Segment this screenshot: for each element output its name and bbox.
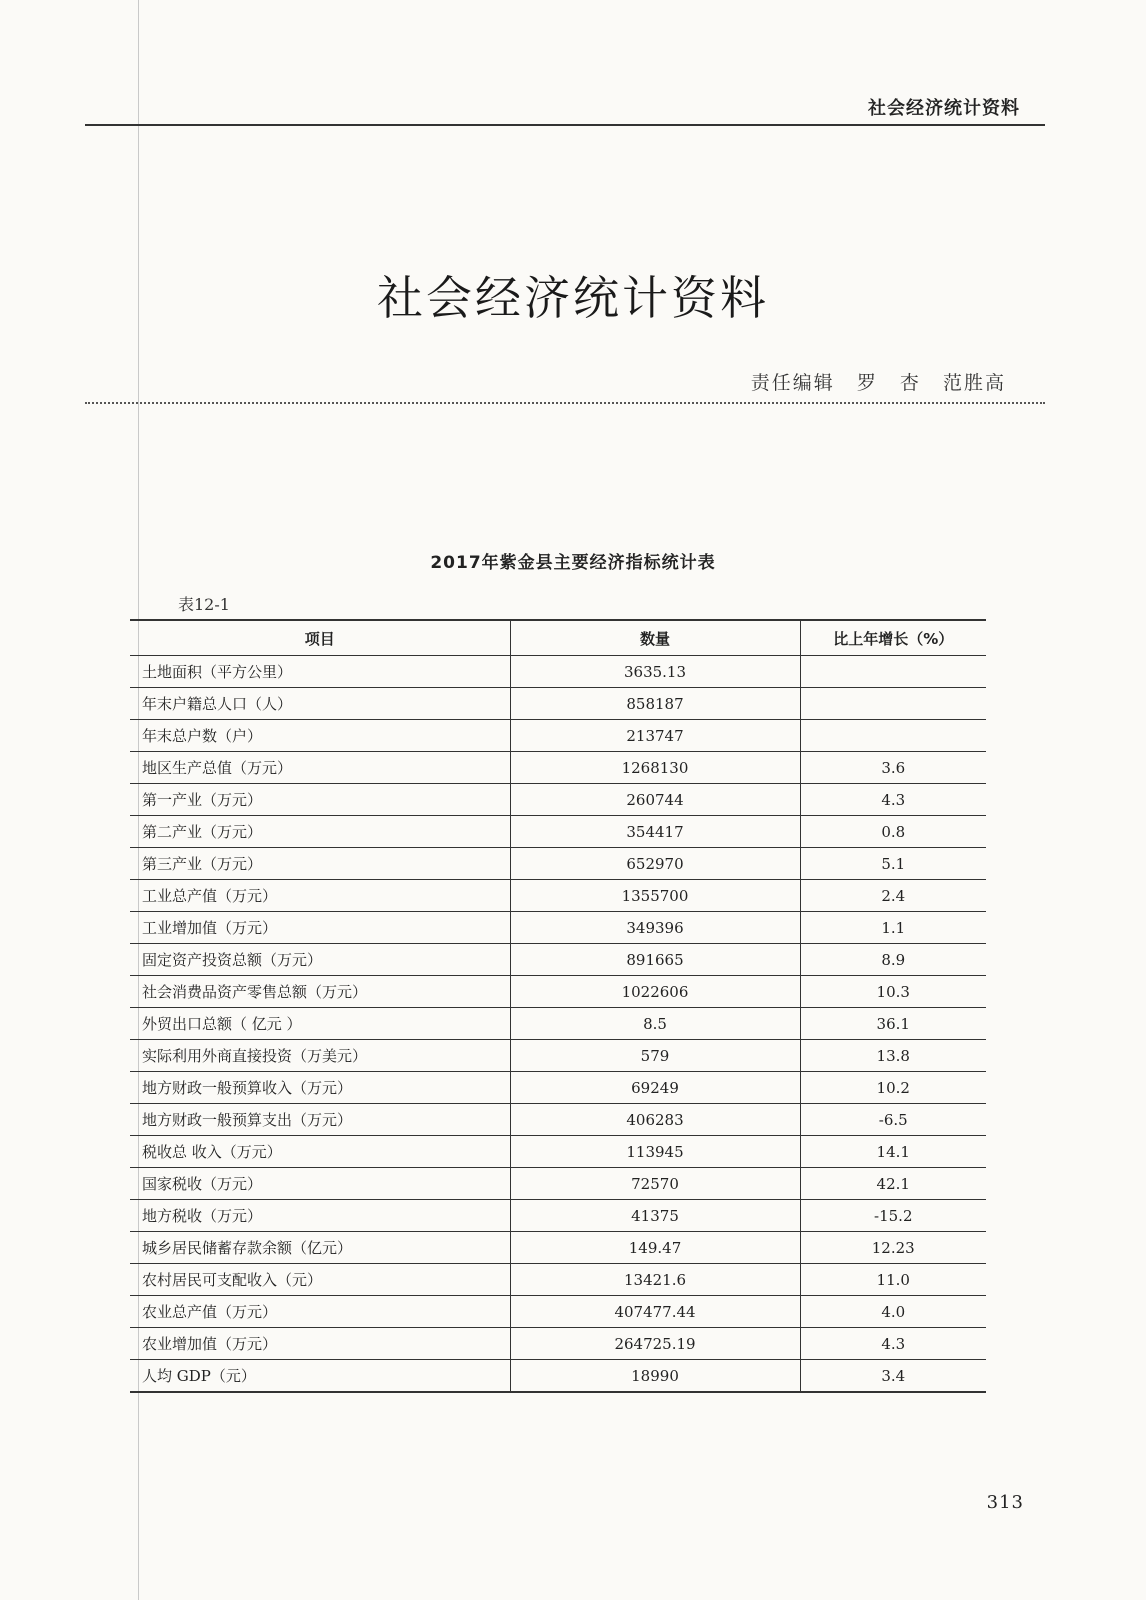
table-row: [130, 752, 986, 784]
table-row: [130, 1072, 986, 1104]
row-item-cell: 农业增加值（万元）: [130, 1328, 510, 1360]
row-growth-cell: 10.3: [800, 976, 986, 1008]
table-title: 2017年紫金县主要经济指标统计表: [430, 553, 716, 573]
row-quantity-cell: 8.5: [510, 1008, 800, 1040]
row-quantity-cell: 891665: [510, 944, 800, 976]
row-growth-cell: [800, 688, 986, 720]
row-growth-cell: 4.3: [800, 1328, 986, 1360]
table-row: [130, 880, 986, 912]
table-row: [130, 1200, 986, 1232]
row-quantity-cell: 406283: [510, 1104, 800, 1136]
row-quantity-cell: 213747: [510, 720, 800, 752]
row-quantity-cell: 113945: [510, 1136, 800, 1168]
row-growth-cell: 0.8: [800, 816, 986, 848]
row-item-cell: 第二产业（万元）: [130, 816, 510, 848]
table-row: [130, 1328, 986, 1360]
table-row: [130, 656, 986, 688]
row-quantity-cell: 354417: [510, 816, 800, 848]
table-row: [130, 1232, 986, 1264]
row-quantity-cell: 149.47: [510, 1232, 800, 1264]
row-item-cell: 第一产业（万元）: [130, 784, 510, 816]
row-quantity-cell: 1355700: [510, 880, 800, 912]
table-row: [130, 816, 986, 848]
row-growth-cell: 2.4: [800, 880, 986, 912]
row-growth-cell: [800, 720, 986, 752]
row-quantity-cell: 264725.19: [510, 1328, 800, 1360]
row-item-cell: 地方财政一般预算收入（万元）: [130, 1072, 510, 1104]
table-row: [130, 848, 986, 880]
row-quantity-cell: 13421.6: [510, 1264, 800, 1296]
row-growth-cell: 10.2: [800, 1072, 986, 1104]
row-growth-cell: -15.2: [800, 1200, 986, 1232]
row-quantity-cell: 652970: [510, 848, 800, 880]
running-header: 社会经济统计资料: [868, 98, 1020, 119]
table-number: 表12-1: [178, 595, 230, 614]
row-item-cell: 工业增加值（万元）: [130, 912, 510, 944]
row-growth-cell: 8.9: [800, 944, 986, 976]
row-growth-cell: 11.0: [800, 1264, 986, 1296]
row-quantity-cell: 858187: [510, 688, 800, 720]
row-quantity-cell: 41375: [510, 1200, 800, 1232]
row-item-cell: 税收总 收入（万元）: [130, 1136, 510, 1168]
table-row: [130, 912, 986, 944]
row-quantity-cell: 72570: [510, 1168, 800, 1200]
column-header-quantity: 数量: [510, 620, 800, 656]
table-row: [130, 1104, 986, 1136]
row-item-cell: 工业总产值（万元）: [130, 880, 510, 912]
table-row: [130, 976, 986, 1008]
row-item-cell: 人均 GDP（元）: [130, 1360, 510, 1393]
row-item-cell: 地区生产总值（万元）: [130, 752, 510, 784]
row-item-cell: 土地面积（平方公里）: [130, 656, 510, 688]
row-growth-cell: 36.1: [800, 1008, 986, 1040]
row-quantity-cell: 1022606: [510, 976, 800, 1008]
row-item-cell: 农村居民可支配收入（元）: [130, 1264, 510, 1296]
row-growth-cell: 1.1: [800, 912, 986, 944]
table-row: [130, 1168, 986, 1200]
row-growth-cell: 4.0: [800, 1296, 986, 1328]
row-item-cell: 地方财政一般预算支出（万元）: [130, 1104, 510, 1136]
row-growth-cell: 42.1: [800, 1168, 986, 1200]
dotted-divider: [85, 402, 1045, 404]
row-growth-cell: 5.1: [800, 848, 986, 880]
row-quantity-cell: 407477.44: [510, 1296, 800, 1328]
row-item-cell: 国家税收（万元）: [130, 1168, 510, 1200]
editor-name: 杏: [899, 372, 921, 394]
row-quantity-cell: 349396: [510, 912, 800, 944]
row-item-cell: 地方税收（万元）: [130, 1200, 510, 1232]
row-growth-cell: -6.5: [800, 1104, 986, 1136]
row-quantity-cell: 1268130: [510, 752, 800, 784]
row-growth-cell: 14.1: [800, 1136, 986, 1168]
row-item-cell: 第三产业（万元）: [130, 848, 510, 880]
row-growth-cell: 4.3: [800, 784, 986, 816]
row-item-cell: 社会消费品资产零售总额（万元）: [130, 976, 510, 1008]
row-quantity-cell: 3635.13: [510, 656, 800, 688]
row-quantity-cell: 18990: [510, 1360, 800, 1393]
row-item-cell: 年末总户数（户）: [130, 720, 510, 752]
row-growth-cell: 3.4: [800, 1360, 986, 1393]
row-growth-cell: [800, 656, 986, 688]
table-row: [130, 720, 986, 752]
table-row: [130, 944, 986, 976]
editor-name: 范胜高: [942, 372, 1006, 394]
table-row: [130, 1008, 986, 1040]
table-header-row: [130, 620, 986, 656]
row-quantity-cell: 69249: [510, 1072, 800, 1104]
table-row: [130, 1264, 986, 1296]
row-quantity-cell: 260744: [510, 784, 800, 816]
row-item-cell: 城乡居民储蓄存款余额（亿元）: [130, 1232, 510, 1264]
economic-indicators-table: [130, 619, 986, 1393]
table-row: [130, 1360, 986, 1393]
editor-name: 罗: [856, 372, 878, 394]
row-item-cell: 农业总产值（万元）: [130, 1296, 510, 1328]
table-row: [130, 1296, 986, 1328]
page-number: 313: [986, 1492, 1024, 1513]
row-growth-cell: 13.8: [800, 1040, 986, 1072]
table-row: [130, 1040, 986, 1072]
row-growth-cell: 12.23: [800, 1232, 986, 1264]
row-item-cell: 年末户籍总人口（人）: [130, 688, 510, 720]
table-row: [130, 784, 986, 816]
header-rule: [85, 124, 1045, 126]
editor-label: 责任编辑: [750, 372, 835, 394]
row-item-cell: 固定资产投资总额（万元）: [130, 944, 510, 976]
column-header-item: 项目: [130, 620, 510, 656]
editor-credits: [737, 368, 1006, 395]
page-title: 社会经济统计资料: [377, 271, 769, 325]
row-item-cell: 实际利用外商直接投资（万美元）: [130, 1040, 510, 1072]
row-growth-cell: 3.6: [800, 752, 986, 784]
row-quantity-cell: 579: [510, 1040, 800, 1072]
column-header-growth: 比上年增长（%）: [800, 620, 986, 656]
table-row: [130, 688, 986, 720]
row-item-cell: 外贸出口总额（ 亿元 ）: [130, 1008, 510, 1040]
table-row: [130, 1136, 986, 1168]
